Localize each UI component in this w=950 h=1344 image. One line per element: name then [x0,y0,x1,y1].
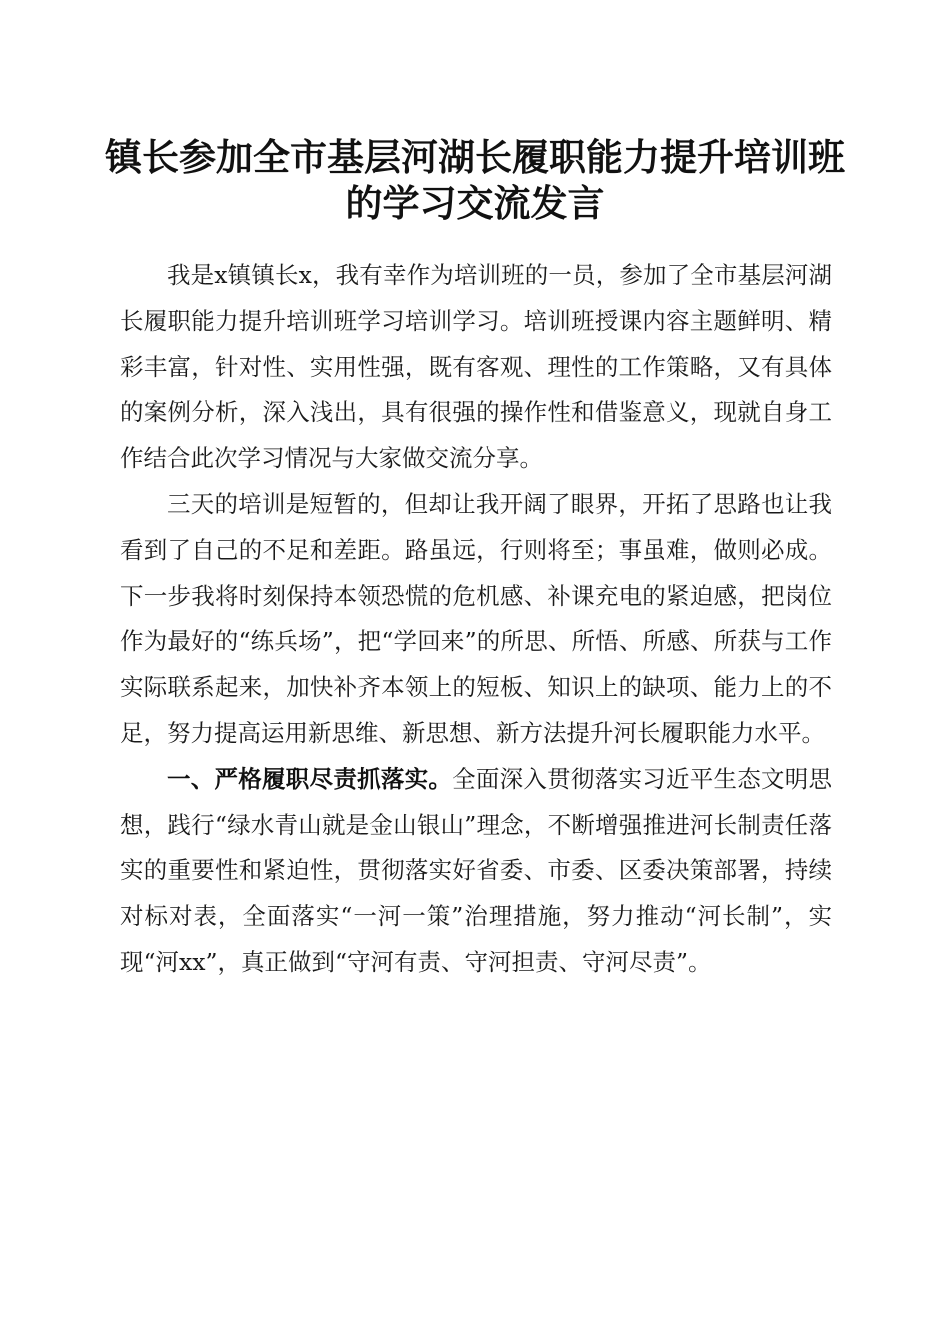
title-line-2: 的学习交流发言 [345,181,605,225]
paragraph-intro [120,253,832,482]
section-one-text: 全面深入贯彻落实习近平生态文明思想，践行“绿水青山就是金山银山”理念，不断增强推进河长制责任落实的重要性和紧迫性，贯彻落实好省委、市委、区委决策部署，持续对标对表，全面落实“一河一策”治理措施，努力推动“河长制”，实现“河xx”，真正做到“守河有责、守河担责、守河尽责”。 [120,764,833,976]
section-one-heading: 一、严格履职尽责抓落实。 [167,764,453,793]
paragraph-intro-text: 我是x镇镇长x，我有幸作为培训班的一员，参加了全市基层河湖长履职能力提升培训班学习培训学习。培训班授课内容主题鲜明、精彩丰富，针对性、实用性强，既有客观、理性的工作策略，又有具体的案例分析，深入浅出，具有很强的操作性和借鉴意义，现就自身工作结合此次学习情况与大家做交流分享。 [120,261,832,473]
document-body [120,253,832,986]
title-line-1: 镇长参加全市基层河湖长履职能力提升培训班 [105,135,845,179]
document-title [100,134,850,226]
paragraph-reflection-text: 三天的培训是短暂的，但却让我开阔了眼界，开拓了思路也让我看到了自己的不足和差距。路虽远，行则将至；事虽难，做则必成。下一步我将时刻保持本领恐慌的危机感、补课充电的紧迫感，把岗位作为最好的“练兵场”，把“学回来”的所思、所悟、所感、所获与工作实际联系起来，加快补齐本领上的短板、知识上的缺项、能力上的不足，努力提高运用新思维、新思想、新方法提升河长履职能力水平。 [120,489,832,747]
paragraph-section-one [120,757,832,986]
paragraph-reflection [120,482,832,757]
